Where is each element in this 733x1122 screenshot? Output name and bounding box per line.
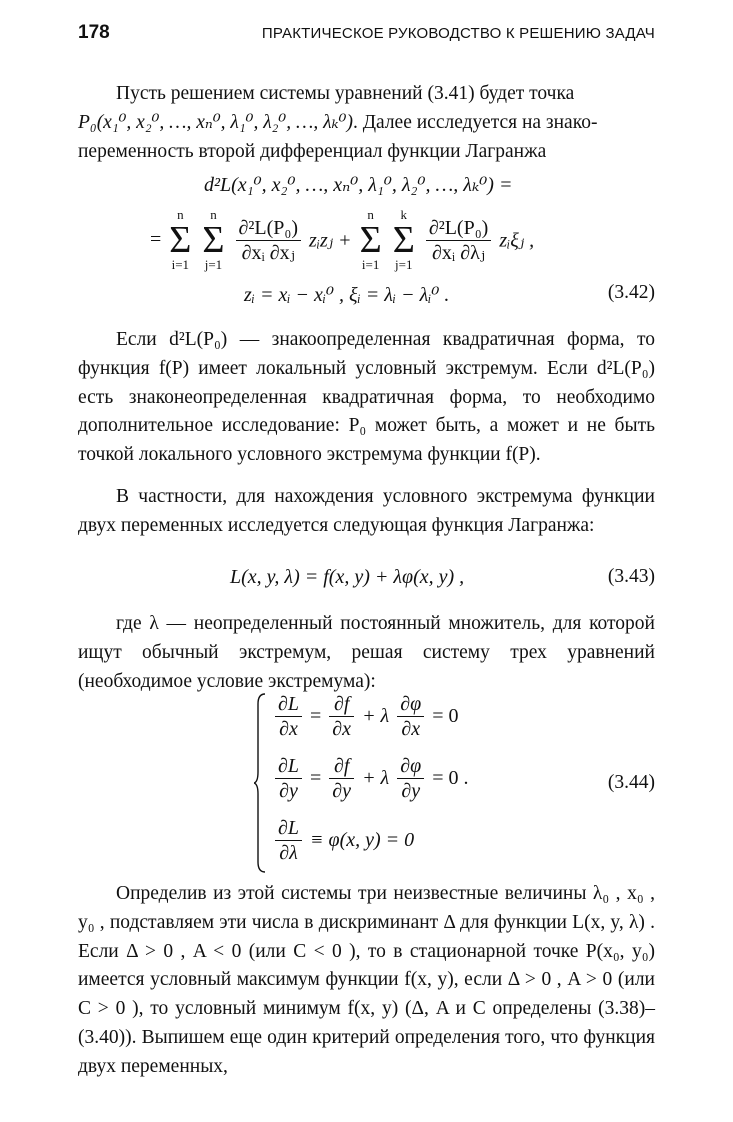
- paragraph-3: [78, 483, 655, 541]
- eq342-frac-1: [236, 216, 302, 265]
- sigma-symbol: Σ: [202, 219, 225, 261]
- row1-tail: = 0: [432, 705, 459, 727]
- eq344-number: (3.44): [607, 772, 655, 793]
- eq343: [230, 566, 464, 589]
- page-number: 178: [78, 22, 110, 43]
- sum-i-2: [360, 208, 382, 272]
- frac2-numerator: ∂²L(P₀): [426, 216, 492, 241]
- para3-text: В частности, для нахождения условного экстремума функции двух переменных исследуется следующая функция Лагранжа:: [78, 486, 655, 536]
- eq342-definitions: [244, 282, 449, 307]
- row1-frac-phi: $\frac{\partial\varphi}{\partial x}$: [397, 692, 424, 741]
- eq344-row-3: [272, 816, 414, 865]
- eq342-defs-text: zᵢ = xᵢ − xᵢ⁰ , ξᵢ = λᵢ − λᵢ⁰ .: [244, 284, 450, 306]
- row1-frac-f: $\frac{\partial f}{\partial x}$: [329, 692, 354, 741]
- para1-line2: [78, 109, 655, 138]
- row2-plus-lambda: + λ: [362, 767, 390, 789]
- sum-i-2-bottom: i=1: [361, 257, 380, 272]
- row1-eq: =: [310, 705, 322, 727]
- eq342-frac-2: [426, 216, 492, 265]
- paragraph-2: [78, 326, 655, 470]
- sigma-symbol: Σ: [392, 219, 415, 261]
- para1-line1: Пусть решением системы уравнений (3.41) будет точка: [116, 83, 575, 104]
- sum-i-1-top: n: [177, 207, 184, 222]
- eq344-row-1: [272, 692, 458, 741]
- para1-point-p0: P₀(x₁⁰, x₂⁰, …, xₙ⁰, λ₁⁰, λ₂⁰, …, λₖ⁰): [78, 111, 353, 133]
- row2-frac-f: $\frac{\partial f}{\partial y}$: [329, 754, 354, 803]
- eq342-term1: zᵢzⱼ +: [309, 229, 352, 252]
- row2-eq: =: [310, 767, 322, 789]
- row1-plus-lambda: + λ: [362, 705, 390, 727]
- sum-i-1-bottom: i=1: [171, 257, 190, 272]
- sum-j-1-bottom: j=1: [204, 257, 223, 272]
- eq344-row-2: [272, 754, 468, 803]
- eq344-system: [254, 692, 514, 874]
- eq342-term2: zᵢξⱼ ,: [499, 229, 535, 252]
- eq342-lhs: [204, 172, 512, 197]
- row3-tail: ≡ φ(x, y) = 0: [310, 829, 415, 851]
- para1-line3: переменность второй дифференциал функции Лагранжа: [78, 140, 547, 162]
- sum-j-1-top: n: [210, 207, 217, 222]
- eq342-number: (3.42): [607, 282, 655, 303]
- row3-frac-L: $\frac{\partial L}{\partial\lambda}$: [275, 816, 302, 865]
- left-brace-icon: [254, 692, 266, 874]
- para2-text: Если d²L(P₀) — знакоопределенная квадратичная форма, то функция f(P) имеет локальный условный экстремум. Если d²L(P₀) есть знаконеопределенная квадратичная форма, то необходимо дополнительное исследование: P₀ может быть, а может и не быть точкой локального условного экстремума функции f(P).: [78, 329, 655, 466]
- eq342-lhs-text: d²L(x₁⁰, x₂⁰, …, xₙ⁰, λ₁⁰, λ₂⁰, …, λₖ⁰) =: [204, 174, 513, 196]
- eq342-rhs: = n Σ i=1 n Σ j=1 $\frac{\text{∂²L(P₀)}}{\text{∂xᵢ ∂xⱼ}}$ zᵢzⱼ + n Σ i=1 k Σ j=1 $\frac{\text{∂²L(P₀)}}{\text{∂xᵢ ∂λⱼ}}$ zᵢξⱼ ,: [150, 207, 535, 272]
- sum-j-2-top: k: [400, 207, 407, 222]
- row2-tail: = 0 .: [432, 767, 469, 789]
- sum-j-2-bottom: j=1: [395, 257, 413, 272]
- paragraph-1: [78, 80, 655, 166]
- sum-j-1: [202, 208, 224, 272]
- row2-frac-L: $\frac{\partial L}{\partial y}$: [275, 754, 302, 803]
- para4-text: где λ — неопределенный постоянный множитель, для которой ищут обычный экстремум, решая систему трех уравнений (необходимое условие экстремума):: [78, 613, 655, 692]
- frac1-numerator: ∂²L(P₀): [236, 216, 302, 241]
- sum-i-2-top: n: [367, 207, 374, 222]
- eq343-formula: L(x, y, λ) = f(x, y) + λφ(x, y) ,: [230, 566, 465, 588]
- paragraph-5: [78, 880, 655, 1082]
- paragraph-4: [78, 610, 655, 696]
- page-header: [78, 22, 655, 52]
- sum-i-1: [169, 208, 191, 272]
- sigma-symbol: Σ: [169, 219, 192, 261]
- para1-line2-text: . Далее исследуется на знако-: [352, 111, 598, 133]
- sum-j-2: [393, 208, 415, 272]
- sigma-symbol: Σ: [359, 219, 382, 261]
- row1-frac-L: $\frac{\partial L}{\partial x}$: [275, 692, 302, 741]
- eq343-number: (3.43): [607, 566, 655, 587]
- row2-frac-phi: $\frac{\partial\varphi}{\partial y}$: [397, 754, 424, 803]
- running-title: ПРАКТИЧЕСКОЕ РУКОВОДСТВО К РЕШЕНИЮ ЗАДАЧ: [261, 25, 655, 42]
- frac1-denominator: ∂xᵢ ∂xⱼ: [241, 241, 295, 264]
- frac2-denominator: ∂xᵢ ∂λⱼ: [432, 241, 486, 264]
- para5-text: Определив из этой системы три неизвестные величины λ₀ , x₀ , y₀ , подставляем эти числа в дискриминант Δ для функции L(x, y, λ) . Если Δ > 0 , A < 0 (или C < 0 ), то в стационарной точке P(x₀, y₀) имеется условный максимум функции f(x, y), если Δ > 0 , A > 0 (или C > 0 ), то условный минимум f(x, y) (Δ, A и C определены (3.38)–(3.40)). Выпишем еще один критерий определения того, что функция двух переменных,: [78, 883, 655, 1077]
